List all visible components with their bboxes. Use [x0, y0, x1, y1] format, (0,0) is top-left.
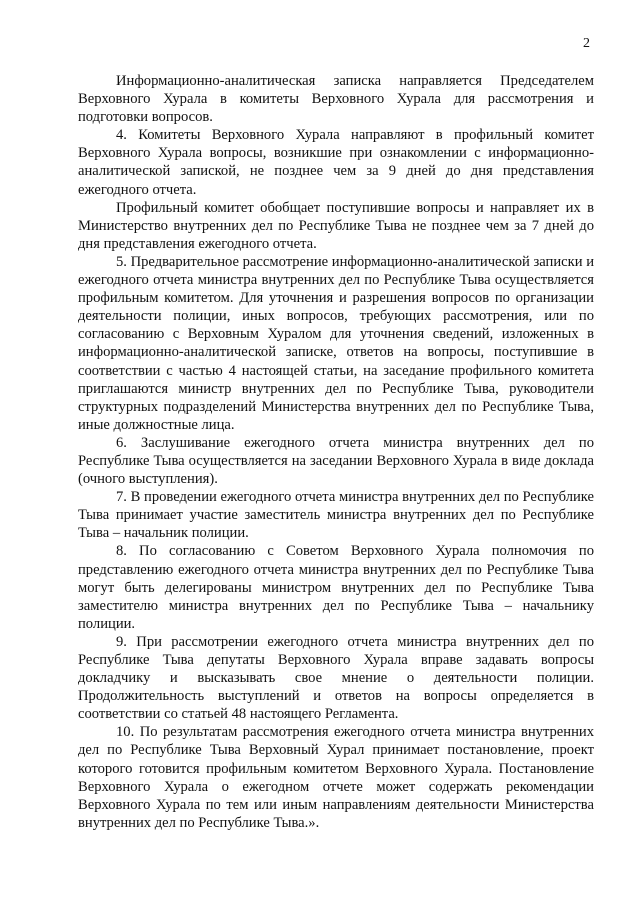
- paragraph-item-5: 5. Предварительное рассмотрение информационно-аналитической записки и ежегодного отчета министра внутренних дел по Республике Тыва осуществляется профильным комитетом. Для уточнения и разрешения вопросов по организации деятельности полиции, иных вопросов, требующих рассмотрения, или по согласованию с Верховным Хуралом для уточнения сведений, изложенных в информационно-аналитической записке, ответов на вопросы, поступившие в соответствии с частью 4 настоящей статьи, на заседание профильного комитета приглашаются министр внутренних дел по Республике Тыва, руководители структурных подразделений Министерства внутренних дел по Республике Тыва, иные должностные лица.: [78, 253, 594, 433]
- paragraph-item-7: 7. В проведении ежегодного отчета министра внутренних дел по Республике Тыва принимает участие заместитель министра внутренних дел по Республике Тыва – начальник полиции.: [78, 489, 594, 542]
- paragraph-committee-summary: Профильный комитет обобщает поступившие вопросы и направляет их в Министерство внутренних дел по Республике Тыва не позднее чем за 7 дней до дня представления ежегодного отчета.: [78, 199, 594, 252]
- paragraph-item-4: 4. Комитеты Верховного Хурала направляют в профильный комитет Верховного Хурала вопросы, возникшие при ознакомлении с информационно-аналитической запиской, не позднее чем за 9 дней до дня представления ежегодного отчета.: [78, 127, 594, 198]
- page-number: 2: [583, 36, 590, 51]
- paragraph-item-6: 6. Заслушивание ежегодного отчета министра внутренних дел по Республике Тыва осуществляется на заседании Верховного Хурала в виде доклада (очного выступления).: [78, 434, 594, 488]
- paragraph-memo-direction: Информационно-аналитическая записка направляется Председателем Верховного Хурала в комитеты Верховного Хурала для рассмотрения и подготовки вопросов.: [78, 73, 594, 126]
- paragraph-item-8: 8. По согласованию с Советом Верховного Хурала полномочия по представлению ежегодного отчета министра внутренних дел по Республике Тыва могут быть делегированы министром внутренних дел по Республике Тыва заместителю министра внутренних дел по Республике Тыва – начальнику полиции.: [78, 543, 594, 632]
- document-body: [78, 72, 594, 832]
- paragraph-item-9: 9. При рассмотрении ежегодного отчета министра внутренних дел по Республике Тыва депутаты Верховного Хурала вправе задавать вопросы докладчику и высказывать свое мнение о деятельности полиции. Продолжительность выступлений и ответов на вопросы определяется в соответствии со статьей 48 настоящего Регламента.: [78, 633, 594, 723]
- paragraph-item-10: 10. По результатам рассмотрения ежегодного отчета министра внутренних дел по Республике Тыва Верховный Хурал принимает постановление, проект которого готовится профильным комитетом Верховного Хурала. Постановление Верховного Хурала о ежегодном отчете может содержать рекомендации Верховного Хурала по тем или иным направлениям деятельности Министерства внутренних дел по Республике Тыва.».: [78, 724, 594, 831]
